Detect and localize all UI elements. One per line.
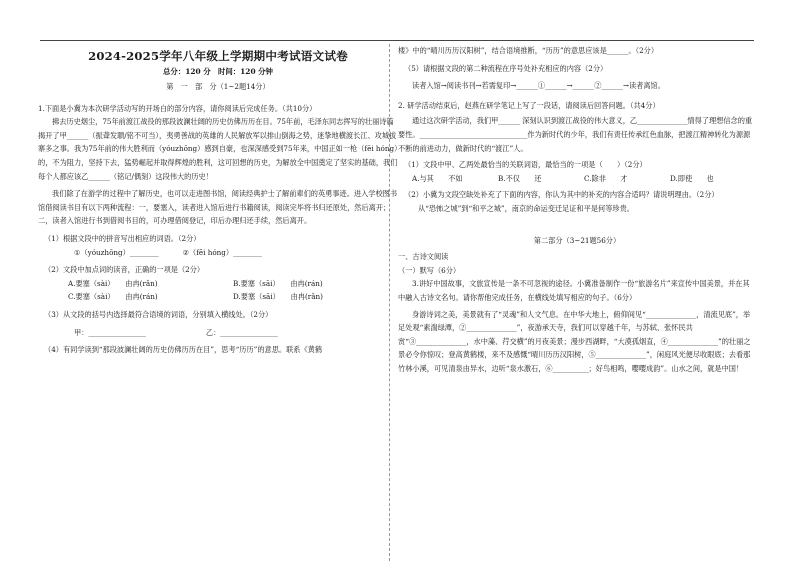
- q2-1-option-c[interactable]: C.除非 才: [584, 173, 628, 183]
- header-rule: [40, 40, 754, 41]
- subsection-dictation: （一）默写（6分）: [398, 265, 461, 275]
- q1-2-option-c[interactable]: C.要塞（sài） 由冉(rán): [68, 292, 158, 302]
- q1-4-prompt: （4）有同学读到“那段波澜壮阔的历史仿佛历历在目”，思考“历历”的意思。联系《黄鹤: [44, 345, 323, 355]
- q1-2-option-d[interactable]: D.要塞（sāi） 由冉(rǎn): [233, 292, 323, 302]
- q1-3-answer-yi[interactable]: 乙：________________: [205, 327, 278, 337]
- q2-2-prompt: （2）小冀为文段空缺处补充了下面的内容，你认为其中的补充的内容合适吗？请说明理由。（2分）: [404, 190, 719, 200]
- q1-intro: 1.下面是小冀为本次研学活动写的开场白的部分内容，请你阅读后完成任务。（共10分）: [38, 103, 317, 113]
- q1-2-prompt: （2）文段中加点词的读音，正确的一项是（2分）: [44, 265, 205, 275]
- q1-3-answers: [38, 326, 398, 340]
- q1-1-answer-1[interactable]: ①（yóuzhōng）________: [74, 247, 159, 257]
- q1-5-prompt: （5）请根据文段的第二种流程在序号处补充相应的内容（2分）: [404, 63, 608, 73]
- q1-4-continued: 楼》中的“晴川历历汉阳树”，结合语境推断，“历历”的意思应该是______。（2分）: [398, 46, 659, 55]
- q1-2-option-b[interactable]: B.要塞（sāi） 由冉(rán): [233, 278, 323, 288]
- q1-passage-1: 拂去历史烟尘，75年前渡江战役的那段波澜壮阔的历史仿佛历历在目。75年前，毛泽东同志挥写的壮丽诗篇揭开了甲______（振聋发聩/铭不可当），夷勇善战的英雄的人民解放军以排山倒海之势，迷挚地横渡长江、攻城拔寨多之事。我为75年前的伟大胜利而（yóuzhōng）感到自豪，也深深感受到75年来，中国正如一枪（fēi hóng）的，不为阻力，坚持下去，猛势崛起并取得辉煌的胜利，这可回想的历史，为解放全中国奠定了坚实的基础，我们每个人都应该乙______（铭记/偶刻）这段伟大的历史！: [38, 117, 398, 181]
- q1-passage-2: 我们除了在游学的过程中了解历史，也可以走进图书馆，阅读经典护士了解前辈们的英勇事迹。进入学校图书馆借阅读书目有以下两种流程：一，要塞入，读者进入馆后进行书籍阅读，阅读完毕将书归还原处，然后离开；二，读者入馆进行书到借阅书目的，可办理借阅登记，印后办理归还手续，然后离开。: [38, 189, 398, 226]
- q2-1-option-b[interactable]: B.不仅 还: [498, 173, 542, 183]
- right-column: [398, 44, 756, 375]
- exam-info: 总分：120 分 时间：120 分钟: [163, 67, 273, 76]
- q1-1-answer-2[interactable]: ②（fēi hóng）________: [182, 247, 262, 257]
- left-column: [38, 44, 398, 357]
- part2-heading: 第二部分（3~21题56分）: [533, 235, 621, 245]
- q1-3-prompt: （3）从文段的括号内选择最符合语境的词语，分别填入横线处。（2分）: [44, 309, 273, 319]
- q3-intro: 3.讲好中国故事，文旅宣传是一条不可忽视的途径。小冀准备制作一份“旅游名片”来宣传中国美景，并在其中融入古诗文名句。请你帮他完成任务，在横线处填写相应的句子。（6分）: [398, 279, 750, 302]
- q2-1-options: [398, 172, 756, 186]
- q1-1-answers: [38, 246, 398, 260]
- q2-2-quote: 从“恐怖之城”到“和平之城”，南京的命运变迁足证和平是何等珍贵。: [418, 203, 634, 213]
- q1-3-answer-jia[interactable]: 甲：________________: [74, 327, 146, 337]
- q3-passage[interactable]: 身游诗词之美，美景就有了“灵魂”和人文气息。在中华大地上，俯仰间见“______________，清流见底”，举足处观“素湍绿潭，②______________”，夜游承天寺，我们可以穿越千年，与苏轼、张怀民共赏“③______________，水中藻、荇交横”的月夜美景；漫步西湖畔，“大漠孤烟直，④______________”的壮丽之景必令你惊叹；登高黄鹤楼，来不及感慨“晴川历历汉阳树，⑤______________”，闲庭风光便尽收眼底；去看那竹林小溪，可见清泉由异水，边听“泉水激石，⑥__________；好鸟相鸣，嘤嘤成韵”。山水之间，就是中国！: [398, 309, 751, 373]
- q1-2-options-row1: [38, 277, 398, 291]
- section-classical-reading: 一、古诗文阅读: [398, 252, 449, 262]
- q2-1-option-d[interactable]: D.即使 也: [670, 173, 714, 183]
- q2-1-option-a[interactable]: A.与其 不如: [412, 173, 463, 183]
- q1-1-prompt: （1）根据文段中的拼音写出相应的词语。（2分）: [44, 233, 201, 243]
- part1-heading: 第 一 部 分（1~2题14分）: [166, 82, 270, 91]
- q2-passage: 通过这次研学活动，我们甲______ 深刻认识到渡江战役的伟大意义，乙______________情得了理想信念的重要性。______________________________作为新时代的少年，我们有责任传承红色血脉，把渡江精神转化为源源不断的前进动力，做新时代的“渡江”人。: [398, 116, 753, 153]
- q1-5-flow[interactable]: 读者入馆→阅读书刊→若需复印→______①______→______②______→读者离馆。: [412, 81, 665, 91]
- q2-intro: 2. 研学活动结束后，赵燕在研学笔记上写了一段话，请阅读后回答问题。（共4分）: [398, 100, 660, 110]
- q1-2-options-row2: [38, 290, 398, 304]
- q1-2-option-a[interactable]: A.要塞（sài） 由冉(rǎn): [68, 278, 158, 288]
- q2-1-prompt: （1）文段中甲、乙两处最恰当的关联词语，最恰当的一项是（ ）（2分）: [404, 160, 647, 170]
- exam-title: 2024-2025学年八年级上学期期中考试语文试卷: [88, 49, 348, 63]
